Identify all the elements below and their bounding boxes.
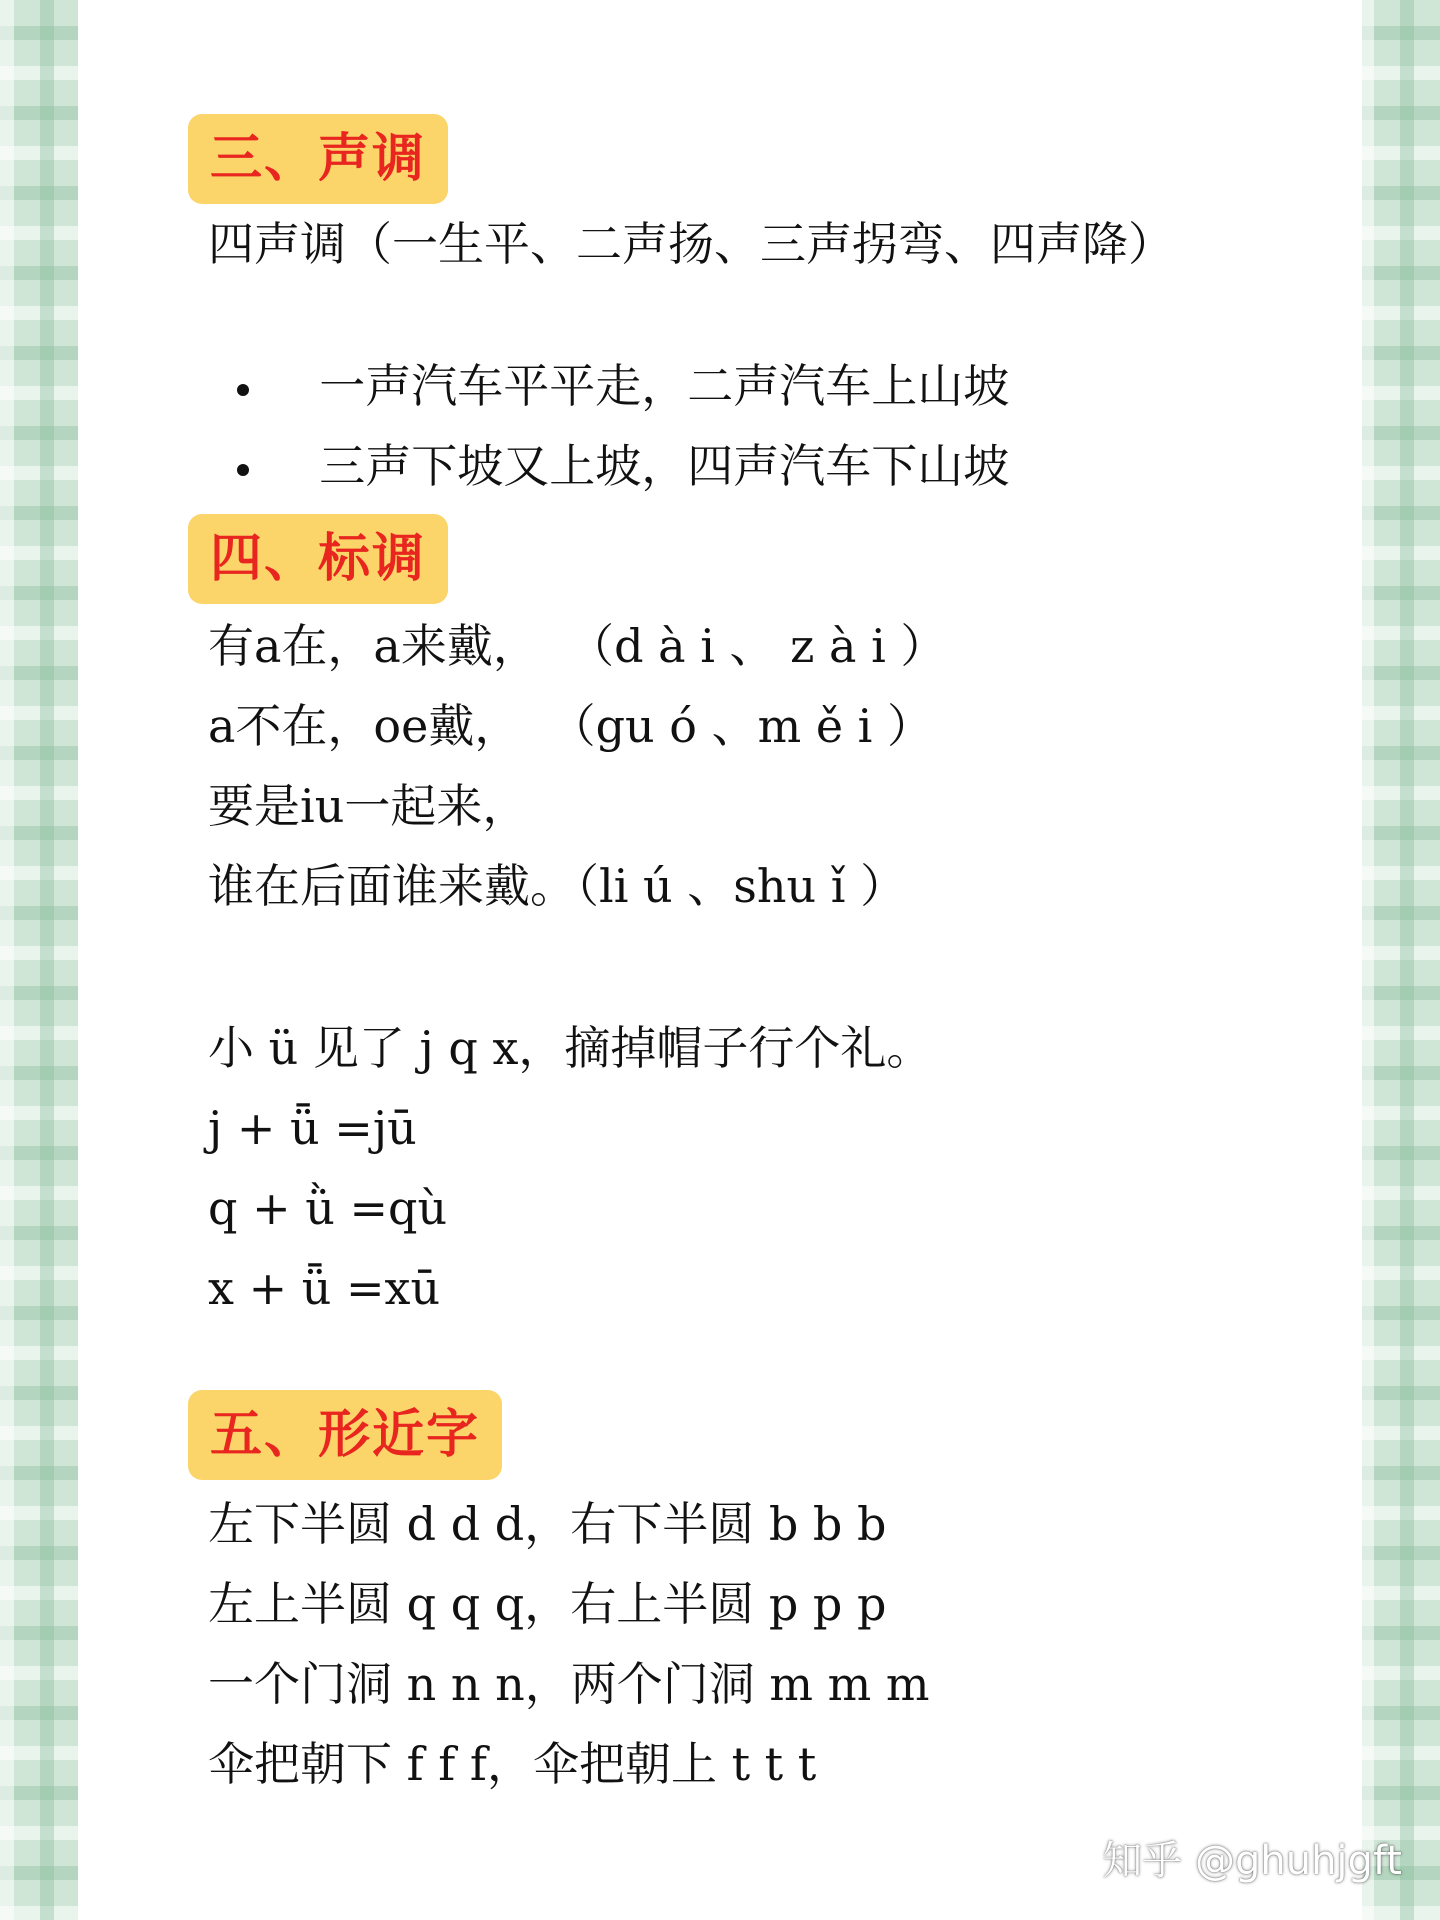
u-rule-line: 小 ü 见了 j q x，摘掉帽子行个礼。 bbox=[208, 1021, 933, 1075]
bullet-text: 三声下坡又上坡，四声汽车下山坡 bbox=[319, 439, 1010, 493]
similar-line-4: 伞把朝下 f f f，伞把朝上 t t t bbox=[208, 1737, 817, 1791]
section-title-tones: 三、声调 bbox=[188, 114, 448, 204]
section-title-tone-marking: 四、标调 bbox=[188, 514, 448, 604]
tone-rule-line-3: 要是iu一起来， bbox=[208, 779, 529, 833]
q-u-example: q + ǜ =qù bbox=[208, 1181, 448, 1235]
j-u-example: j + ǖ =jū bbox=[208, 1101, 417, 1155]
tones-intro-line: 四声调（一生平、二声扬、三声拐弯、四声降） bbox=[208, 217, 1174, 271]
tone-rule-line-4: 谁在后面谁来戴。（li ú 、shu ǐ ） bbox=[208, 859, 907, 913]
similar-line-3: 一个门洞 n n n，两个门洞 m m m bbox=[208, 1657, 930, 1711]
bullet-text: 一声汽车平平走，二声汽车上山坡 bbox=[319, 359, 1010, 413]
similar-line-2: 左上半圆 q q q，右上半圆 p p p bbox=[208, 1577, 887, 1631]
tone-rule-line-1: 有a在，a来戴， （d à i 、 z à i ） bbox=[208, 619, 947, 673]
bullet-dot-icon bbox=[237, 464, 249, 476]
similar-line-1: 左下半圆 d d d，右下半圆 b b b bbox=[208, 1497, 887, 1551]
tone-rule-line-2: a不在，oe戴， （gu ó 、m ě i ） bbox=[208, 699, 934, 753]
watermark: 知乎 @ghuhjgft bbox=[1102, 1838, 1402, 1884]
tones-bullet-2 bbox=[200, 376, 1009, 496]
x-u-example: x + ǖ =xū bbox=[208, 1261, 441, 1315]
section-title-similar-letters: 五、形近字 bbox=[188, 1390, 502, 1480]
